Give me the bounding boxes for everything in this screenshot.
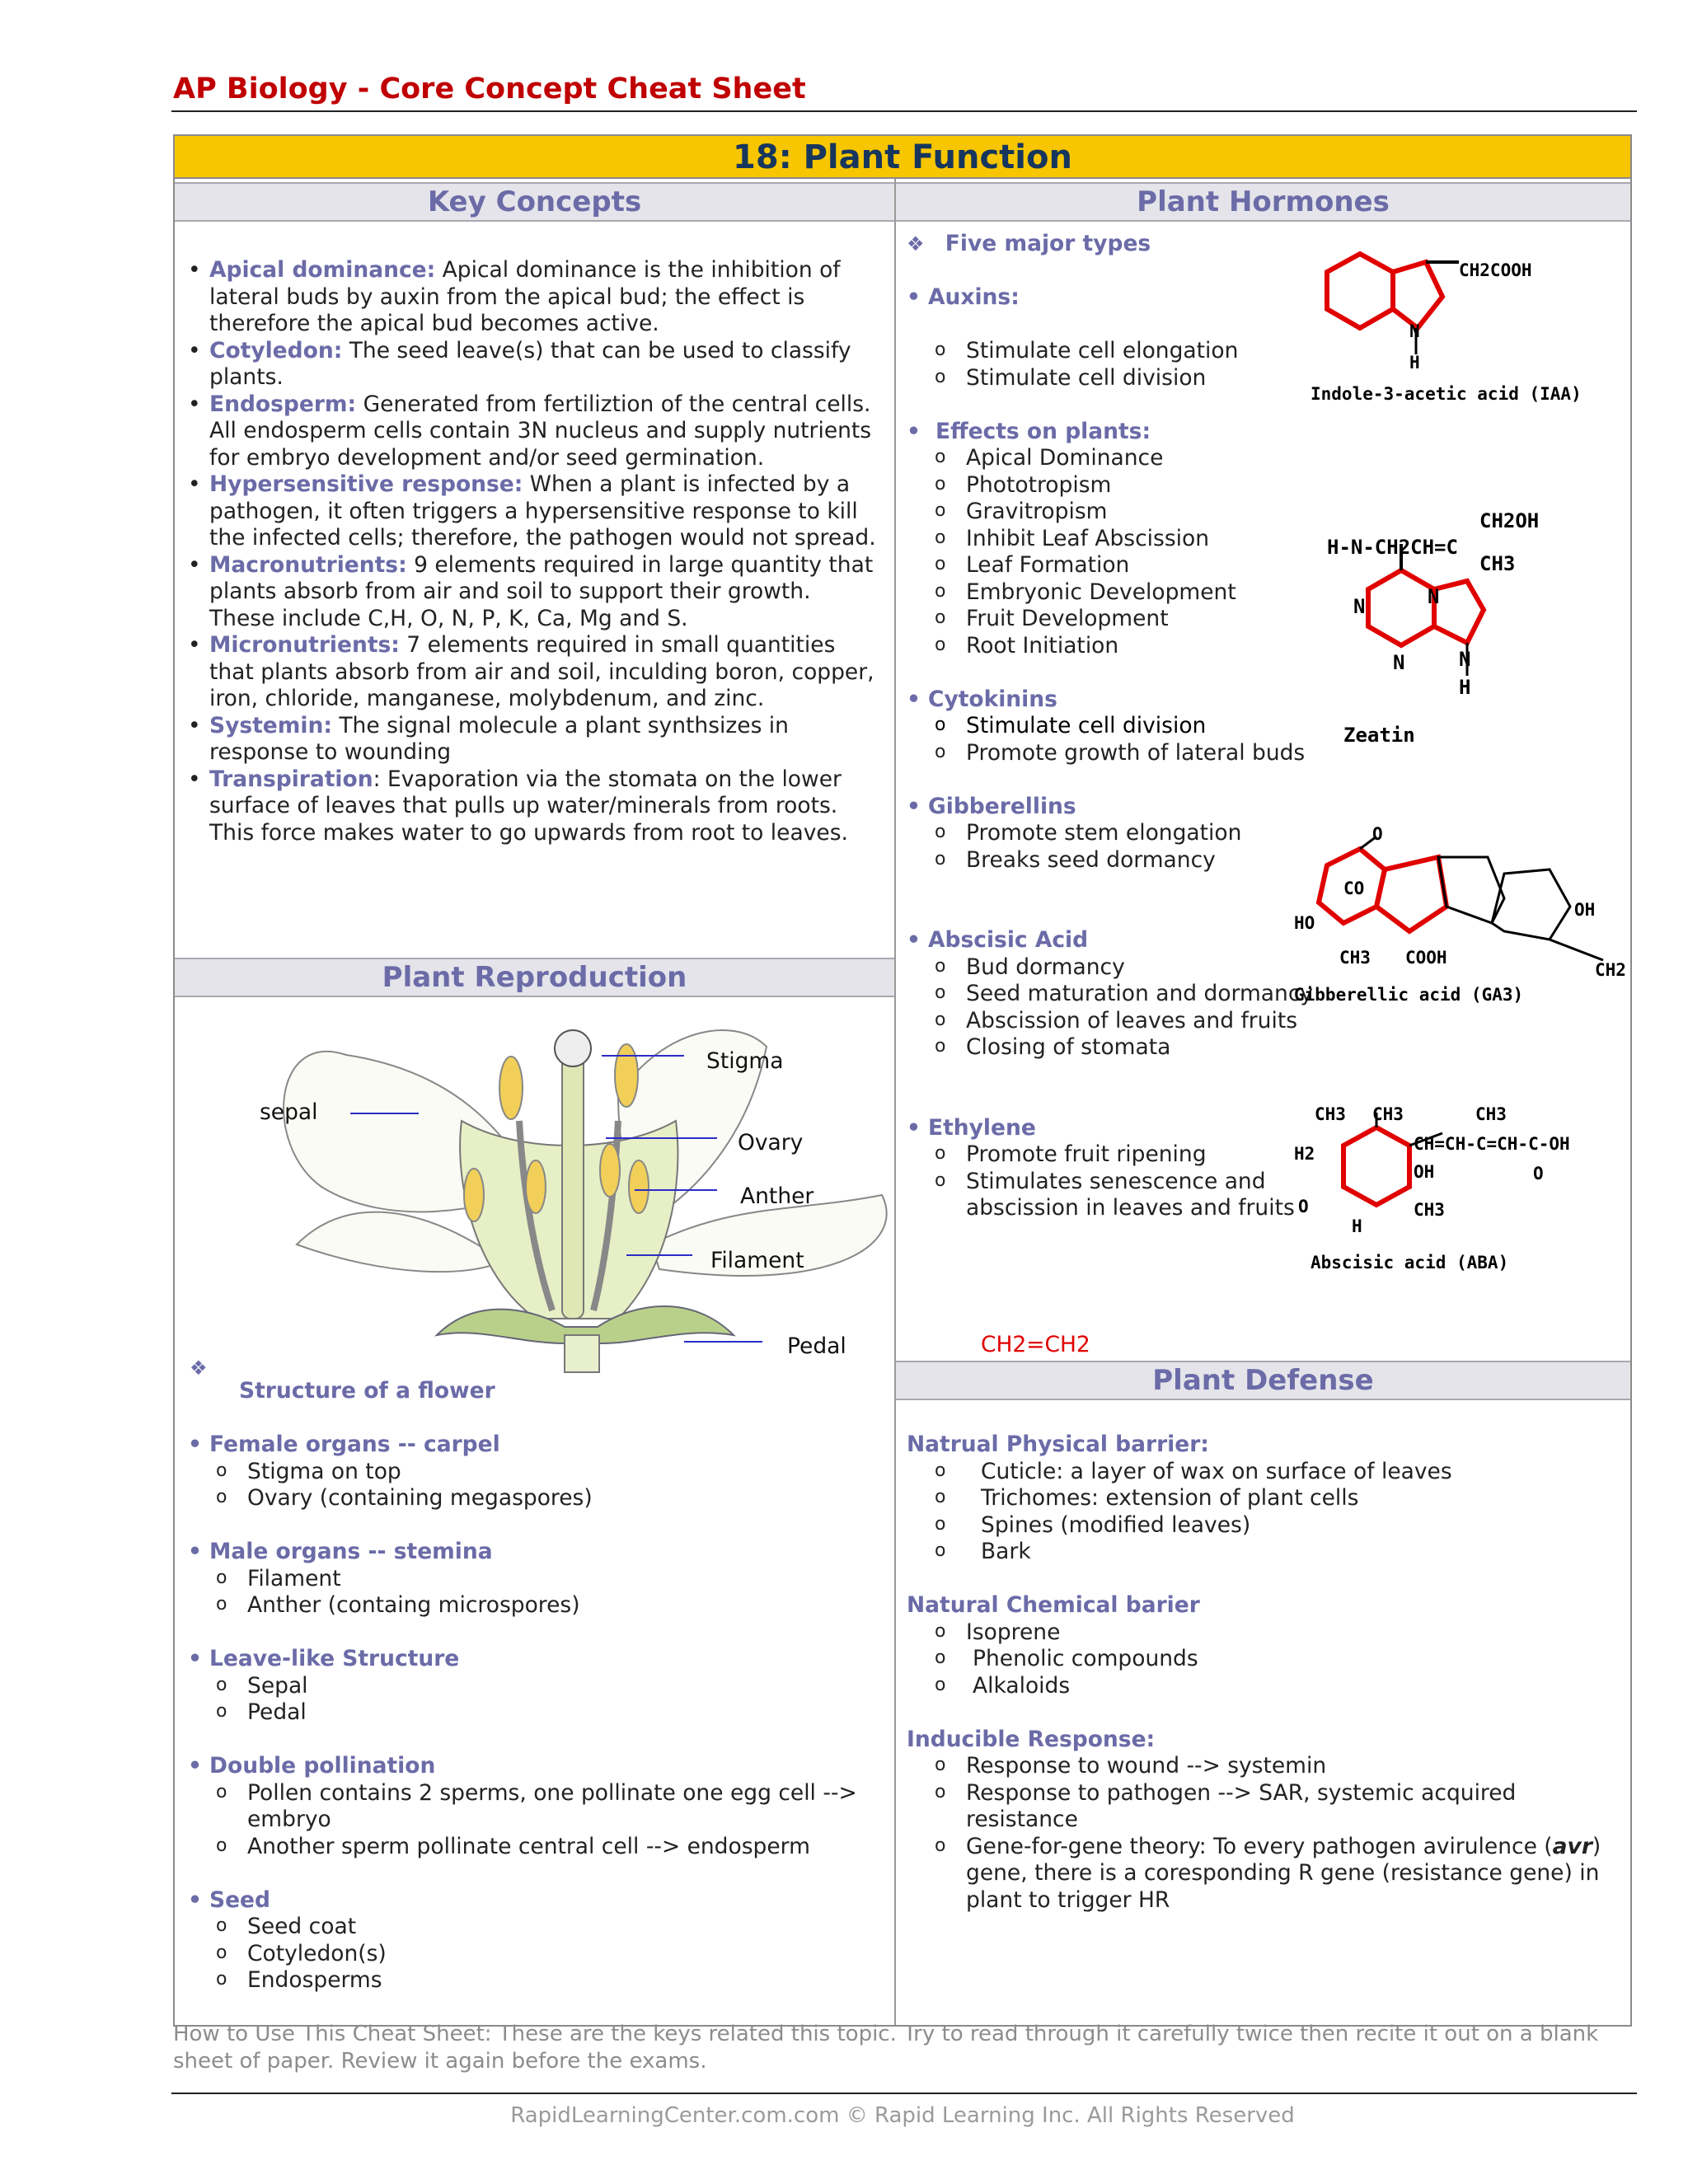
ga3-co: CO — [1343, 879, 1365, 898]
label-filament: Filament — [710, 1248, 804, 1273]
iaa-n: N — [1409, 321, 1420, 341]
list-item: o Filament — [188, 1566, 880, 1593]
aba-ch3d: CH3 — [1414, 1200, 1445, 1220]
ga3-cooh: COOH — [1405, 948, 1447, 968]
aba-o2: O — [1533, 1164, 1544, 1183]
ga3-ho: HO — [1294, 913, 1315, 933]
list-item: o Closing of stomata — [907, 1034, 1335, 1062]
list-item: o Bud dormancy — [907, 954, 1335, 982]
list-item: o Pollen contains 2 sperms, one pollinate one egg cell --> embryo — [188, 1780, 880, 1834]
defense-chemical-title: Natural Chemical barier — [907, 1592, 1200, 1618]
concept-item: • Endosperm: Generated from fertiliztion of the central cells. All endosperm cells contain 3N nucleus and supply nutrients for embryo development and/or seed germination. — [188, 391, 880, 472]
ga3-ch3: CH3 — [1339, 948, 1371, 968]
group-title: • Male organs -- stemina — [188, 1539, 880, 1566]
list-item: o Seed coat — [188, 1914, 880, 1941]
list-item: o Embryonic Development — [907, 579, 1335, 607]
hormone-title-cytokinins: • Cytokinins — [907, 687, 1335, 714]
list-item: o Isoprene — [907, 1619, 1615, 1647]
document-title: AP Biology - Core Concept Cheat Sheet — [173, 73, 806, 105]
list-item: o Endosperms — [188, 1967, 880, 1994]
ga3-o: O — [1372, 824, 1383, 844]
hormone-title-ethylene: • Ethylene — [907, 1115, 1335, 1142]
list-item: o Breaks seed dormancy — [907, 847, 1335, 874]
list-item: o Promote stem elongation — [907, 820, 1335, 847]
aba-structure — [1294, 1096, 1632, 1294]
section-header-key-concepts: Key Concepts — [175, 182, 894, 222]
hormone-title-abscisic: • Abscisic Acid — [907, 927, 1335, 954]
effects-title: • Effects on plants: — [907, 419, 1335, 446]
group-title: • Seed — [188, 1887, 880, 1915]
list-item: o Ovary (containing megaspores) — [188, 1485, 880, 1512]
aba-h2: H2 — [1294, 1144, 1315, 1164]
label-stigma: Stigma — [706, 1048, 784, 1074]
zeatin-n1: N — [1353, 595, 1366, 618]
group-title: • Double pollination — [188, 1753, 880, 1780]
label-anther: Anther — [740, 1183, 814, 1209]
iaa-group: CH2COOH — [1459, 260, 1532, 280]
ga3-structure — [1294, 824, 1632, 1014]
list-item: o Cuticle: a layer of wax on surface of leaves — [907, 1459, 1615, 1486]
list-item: o Promote fruit ripening — [907, 1141, 1335, 1169]
concept-item: • Apical dominance: Apical dominance is the inhibition of lateral buds by auxin from the apical bud; the effect is therefore the apical bud becomes active. — [188, 257, 880, 338]
list-item: o Trichomes: extension of plant cells — [907, 1485, 1615, 1512]
diamond-bullet-icon: ❖ — [190, 1357, 208, 1380]
defense-list — [907, 1432, 1615, 1914]
concept-item: • Systemin: The signal molecule a plant synthsizes in response to wounding — [188, 713, 880, 766]
aba-ch3b: CH3 — [1372, 1104, 1404, 1124]
list-item: o Anther (containg microspores) — [188, 1592, 880, 1619]
aba-o1: O — [1298, 1197, 1309, 1216]
list-item: o Root Initiation — [907, 633, 1335, 660]
list-item: o Inhibit Leaf Abscission — [907, 526, 1335, 553]
list-item: o Apical Dominance — [907, 445, 1335, 472]
list-item: o Sepal — [188, 1673, 880, 1700]
list-item: o Another sperm pollinate central cell --> endosperm — [188, 1834, 880, 1861]
hormones-intro: ❖ Five major types — [907, 231, 1151, 256]
key-concepts-list — [188, 257, 880, 846]
section-header-plant-defense: Plant Defense — [896, 1361, 1630, 1400]
zeatin-h: H — [1459, 676, 1471, 699]
section-header-plant-reproduction: Plant Reproduction — [175, 958, 894, 997]
zeatin-caption: Zeatin — [1343, 724, 1415, 747]
list-item: o Alkaloids — [907, 1673, 1615, 1700]
concept-item: • Macronutrients: 9 elements required in large quantity that plants absorb from air and soil to support their growth. These include C,H, O, N, P, K, Ca, Mg and S. — [188, 552, 880, 633]
aba-caption: Abscisic acid (ABA) — [1311, 1253, 1509, 1272]
label-sepal: sepal — [260, 1099, 318, 1125]
reproduction-list — [188, 1432, 880, 1994]
list-item: o Stigma on top — [188, 1459, 880, 1486]
zeatin-n3: N — [1393, 651, 1405, 674]
list-item: o Cotyledon(s) — [188, 1941, 880, 1968]
list-item: o Stimulates senescence and abscission in leaves and fruits — [907, 1169, 1335, 1222]
list-item: o Stimulate cell division — [907, 713, 1335, 740]
group-title: • Female organs -- carpel — [188, 1432, 880, 1459]
concept-item: • Micronutrients: 7 elements required in small quantities that plants absorb from air and soil, inculding boron, copper, iron, chloride, manganese, molybdenum, and zinc. — [188, 632, 880, 713]
list-item: o Response to wound --> systemin — [907, 1753, 1615, 1780]
aba-ch3a: CH3 — [1315, 1104, 1346, 1124]
structure-heading: Structure of a flower — [239, 1378, 495, 1404]
concept-item: • Cotyledon: The seed leave(s) that can be used to classify plants. — [188, 338, 880, 391]
ga3-caption: Gibberellic acid (GA3) — [1294, 985, 1524, 1005]
zeatin-ch3: CH3 — [1479, 552, 1516, 575]
aba-chain: CH=CH-C=CH-C-OH — [1414, 1134, 1570, 1154]
ga3-oh: OH — [1574, 900, 1596, 920]
iaa-caption: Indole-3-acetic acid (IAA) — [1311, 384, 1582, 404]
ga3-ch2: CH2 — [1595, 960, 1626, 980]
defense-inducible-title: Inducible Response: — [907, 1726, 1156, 1752]
list-item: o Phenolic compounds — [907, 1646, 1615, 1673]
label-ovary: Ovary — [738, 1130, 804, 1155]
defense-physical-title: Natrual Physical barrier: — [907, 1432, 1209, 1457]
iaa-h: H — [1409, 353, 1420, 373]
zeatin-side: H-N-CH2CH=C — [1327, 536, 1458, 559]
list-item: o Phototropism — [907, 472, 1335, 499]
list-item: o Gravitropism — [907, 499, 1335, 526]
section-header-plant-hormones: Plant Hormones — [896, 182, 1630, 222]
title-divider — [171, 110, 1637, 112]
concept-item: • Transpiration: Evaporation via the stomata on the lower surface of leaves that pulls up water/minerals from roots. This force makes water to go upwards from root to leaves. — [188, 766, 880, 847]
list-item: o Spines (modified leaves) — [907, 1512, 1615, 1540]
zeatin-n2: N — [1428, 585, 1440, 608]
group-title: • Leave-like Structure — [188, 1646, 880, 1673]
list-item: o Bark — [907, 1539, 1615, 1566]
chapter-banner: 18: Plant Function — [175, 136, 1630, 179]
list-item: o Stimulate cell elongation — [907, 338, 1335, 365]
copyright: RapidLearningCenter.com.com © Rapid Learning Inc. All Rights Reserved — [510, 2103, 1295, 2128]
label-pedal: Pedal — [787, 1333, 846, 1359]
list-item: o Fruit Development — [907, 606, 1335, 633]
list-item: o Promote growth of lateral buds — [907, 740, 1335, 767]
zeatin-structure — [1311, 503, 1640, 750]
concept-item: • Hypersensitive response: When a plant is infected by a pathogen, it often triggers a hypersensitive response to kill the infected cells; therefore, the pathogen would not spread. — [188, 471, 880, 552]
list-item: o Seed maturation and dormancy — [907, 981, 1335, 1008]
hormones-list — [907, 231, 1335, 1249]
list-item: o Response to pathogen --> SAR, systemic acquired resistance — [907, 1780, 1615, 1834]
usage-note: How to Use This Cheat Sheet: These are the keys related this topic. Try to read through it carefully twice then recite it out on a blank sheet of paper. Review it again before the exams. — [173, 2022, 1599, 2074]
hormone-title-gibberellins: • Gibberellins — [907, 794, 1335, 821]
list-item: o Abscission of leaves and fruits — [907, 1008, 1335, 1035]
aba-oh: OH — [1414, 1162, 1435, 1182]
list-item: o Gene-for-gene theory: To every pathogen avirulence (avr) gene, there is a coresponding R gene (resistance gene) in plant to trigger HR — [907, 1834, 1615, 1915]
hormone-title-auxins: • Auxins: — [907, 284, 1335, 312]
aba-ch3c: CH3 — [1475, 1104, 1507, 1124]
aba-h: H — [1352, 1216, 1362, 1236]
list-item: o Stimulate cell division — [907, 365, 1335, 392]
ethylene-formula: CH2=CH2 — [981, 1332, 1090, 1357]
list-item: o Leaf Formation — [907, 552, 1335, 579]
iaa-structure — [1311, 239, 1640, 412]
list-item: o Pedal — [188, 1699, 880, 1727]
footer-divider — [171, 2093, 1637, 2094]
diamond-bullet-icon: ❖ — [907, 232, 925, 255]
zeatin-n4: N — [1459, 648, 1471, 671]
zeatin-ch2oh: CH2OH — [1479, 509, 1540, 532]
